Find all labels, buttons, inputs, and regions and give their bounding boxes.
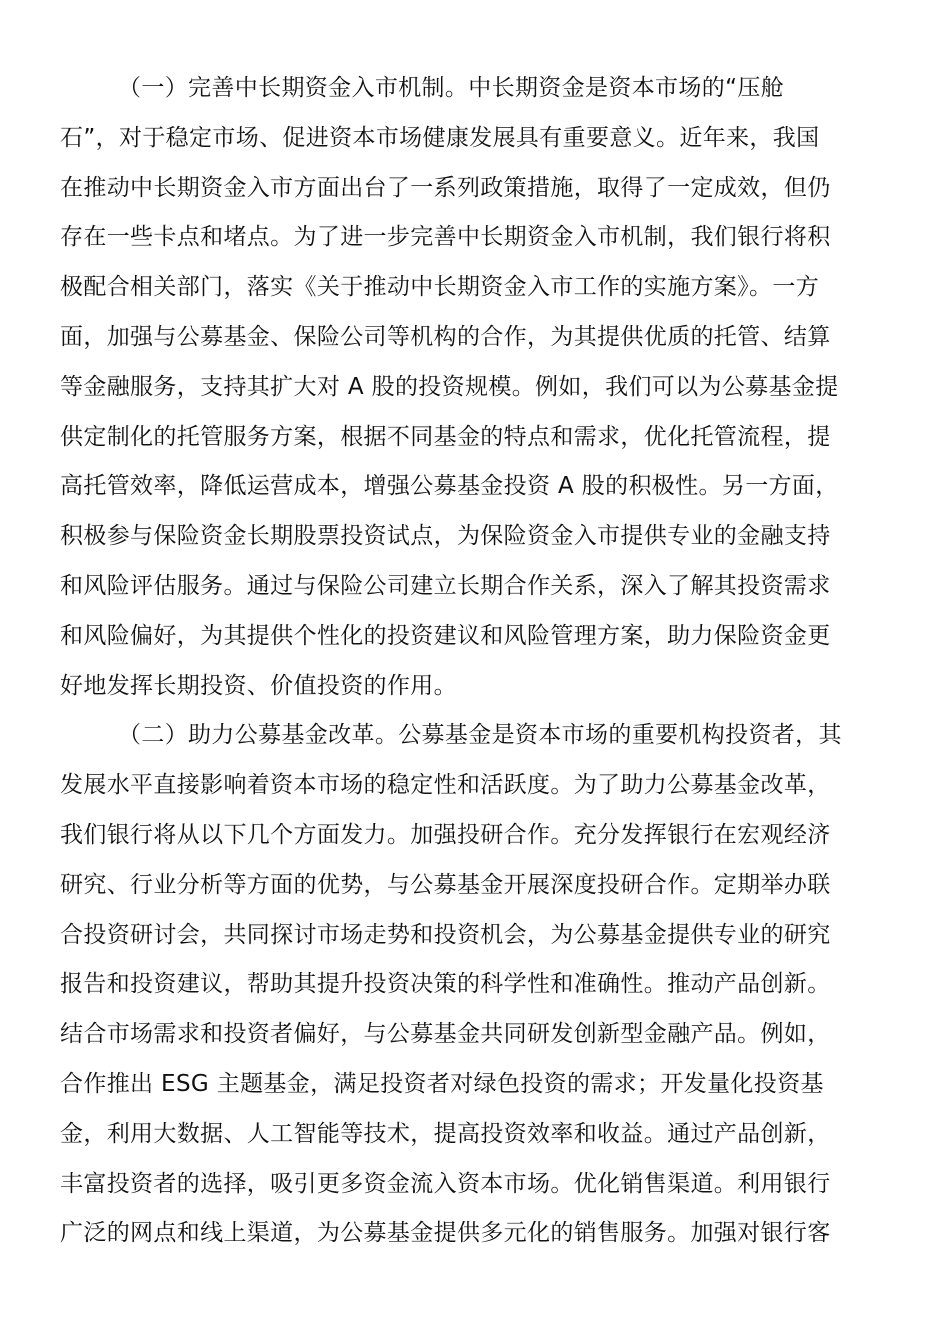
text-line: 供定制化的托管服务方案，根据不同基金的特点和需求，优化托管流程，提 [60, 423, 831, 450]
text-line: 结合市场需求和投资者偏好，与公募基金共同研发创新型金融产品。例如， [60, 1021, 831, 1048]
document-page [60, 64, 885, 1259]
text-line: 报告和投资建议，帮助其提升投资决策的科学性和准确性。推动产品创新。 [60, 971, 831, 998]
text-line: （一）完善中长期资金入市机制。中长期资金是资本市场的“压舱 [118, 75, 785, 101]
text-line: 合投资研讨会，共同探讨市场走势和投资机会，为公募基金提供专业的研究 [60, 921, 831, 948]
text-line: 等金融服务，支持其扩大对 A 股的投资规模。例如，我们可以为公募基金提 [60, 373, 839, 400]
text-line: 合作推出 ESG 主题基金，满足投资者对绿色投资的需求；开发量化投资基 [60, 1070, 824, 1097]
text-line: 石”，对于稳定市场、促进资本市场健康发展具有重要意义。近年来，我国 [60, 124, 820, 151]
text-line: 发展水平直接影响着资本市场的稳定性和活跃度。为了助力公募基金改革， [60, 772, 831, 799]
text-line: 在推动中长期资金入市方面出台了一系列政策措施，取得了一定成效，但仍 [60, 174, 831, 201]
text-line: 积极参与保险资金长期股票投资试点，为保险资金入市提供专业的金融支持 [60, 523, 831, 550]
paragraph-1 [60, 64, 885, 711]
paragraph-2 [60, 711, 885, 1259]
text-line: （二）助力公募基金改革。公募基金是资本市场的重要机构投资者，其 [118, 722, 842, 749]
text-line: 存在一些卡点和堵点。为了进一步完善中长期资金入市机制，我们银行将积 [60, 224, 831, 251]
text-line: 面，加强与公募基金、保险公司等机构的合作，为其提供优质的托管、结算 [60, 323, 831, 350]
text-line: 研究、行业分析等方面的优势，与公募基金开展深度投研合作。定期举办联 [60, 871, 831, 898]
text-line: 丰富投资者的选择，吸引更多资金流入资本市场。优化销售渠道。利用银行 [60, 1170, 831, 1197]
text-line: 金，利用大数据、人工智能等技术，提高投资效率和收益。通过产品创新， [60, 1120, 831, 1147]
text-line: 和风险偏好，为其提供个性化的投资建议和风险管理方案，助力保险资金更 [60, 622, 831, 649]
text-line: 好地发挥长期投资、价值投资的作用。 [60, 672, 457, 699]
text-line: 我们银行将从以下几个方面发力。加强投研合作。充分发挥银行在宏观经济 [60, 821, 831, 848]
text-line: 和风险评估服务。通过与保险公司建立长期合作关系，深入了解其投资需求 [60, 572, 831, 599]
text-line: 广泛的网点和线上渠道，为公募基金提供多元化的销售服务。加强对银行客 [60, 1220, 831, 1247]
text-line: 极配合相关部门，落实《关于推动中长期资金入市工作的实施方案》。一方 [60, 274, 820, 301]
text-line: 高托管效率，降低运营成本，增强公募基金投资 A 股的积极性。另一方面， [60, 473, 839, 500]
